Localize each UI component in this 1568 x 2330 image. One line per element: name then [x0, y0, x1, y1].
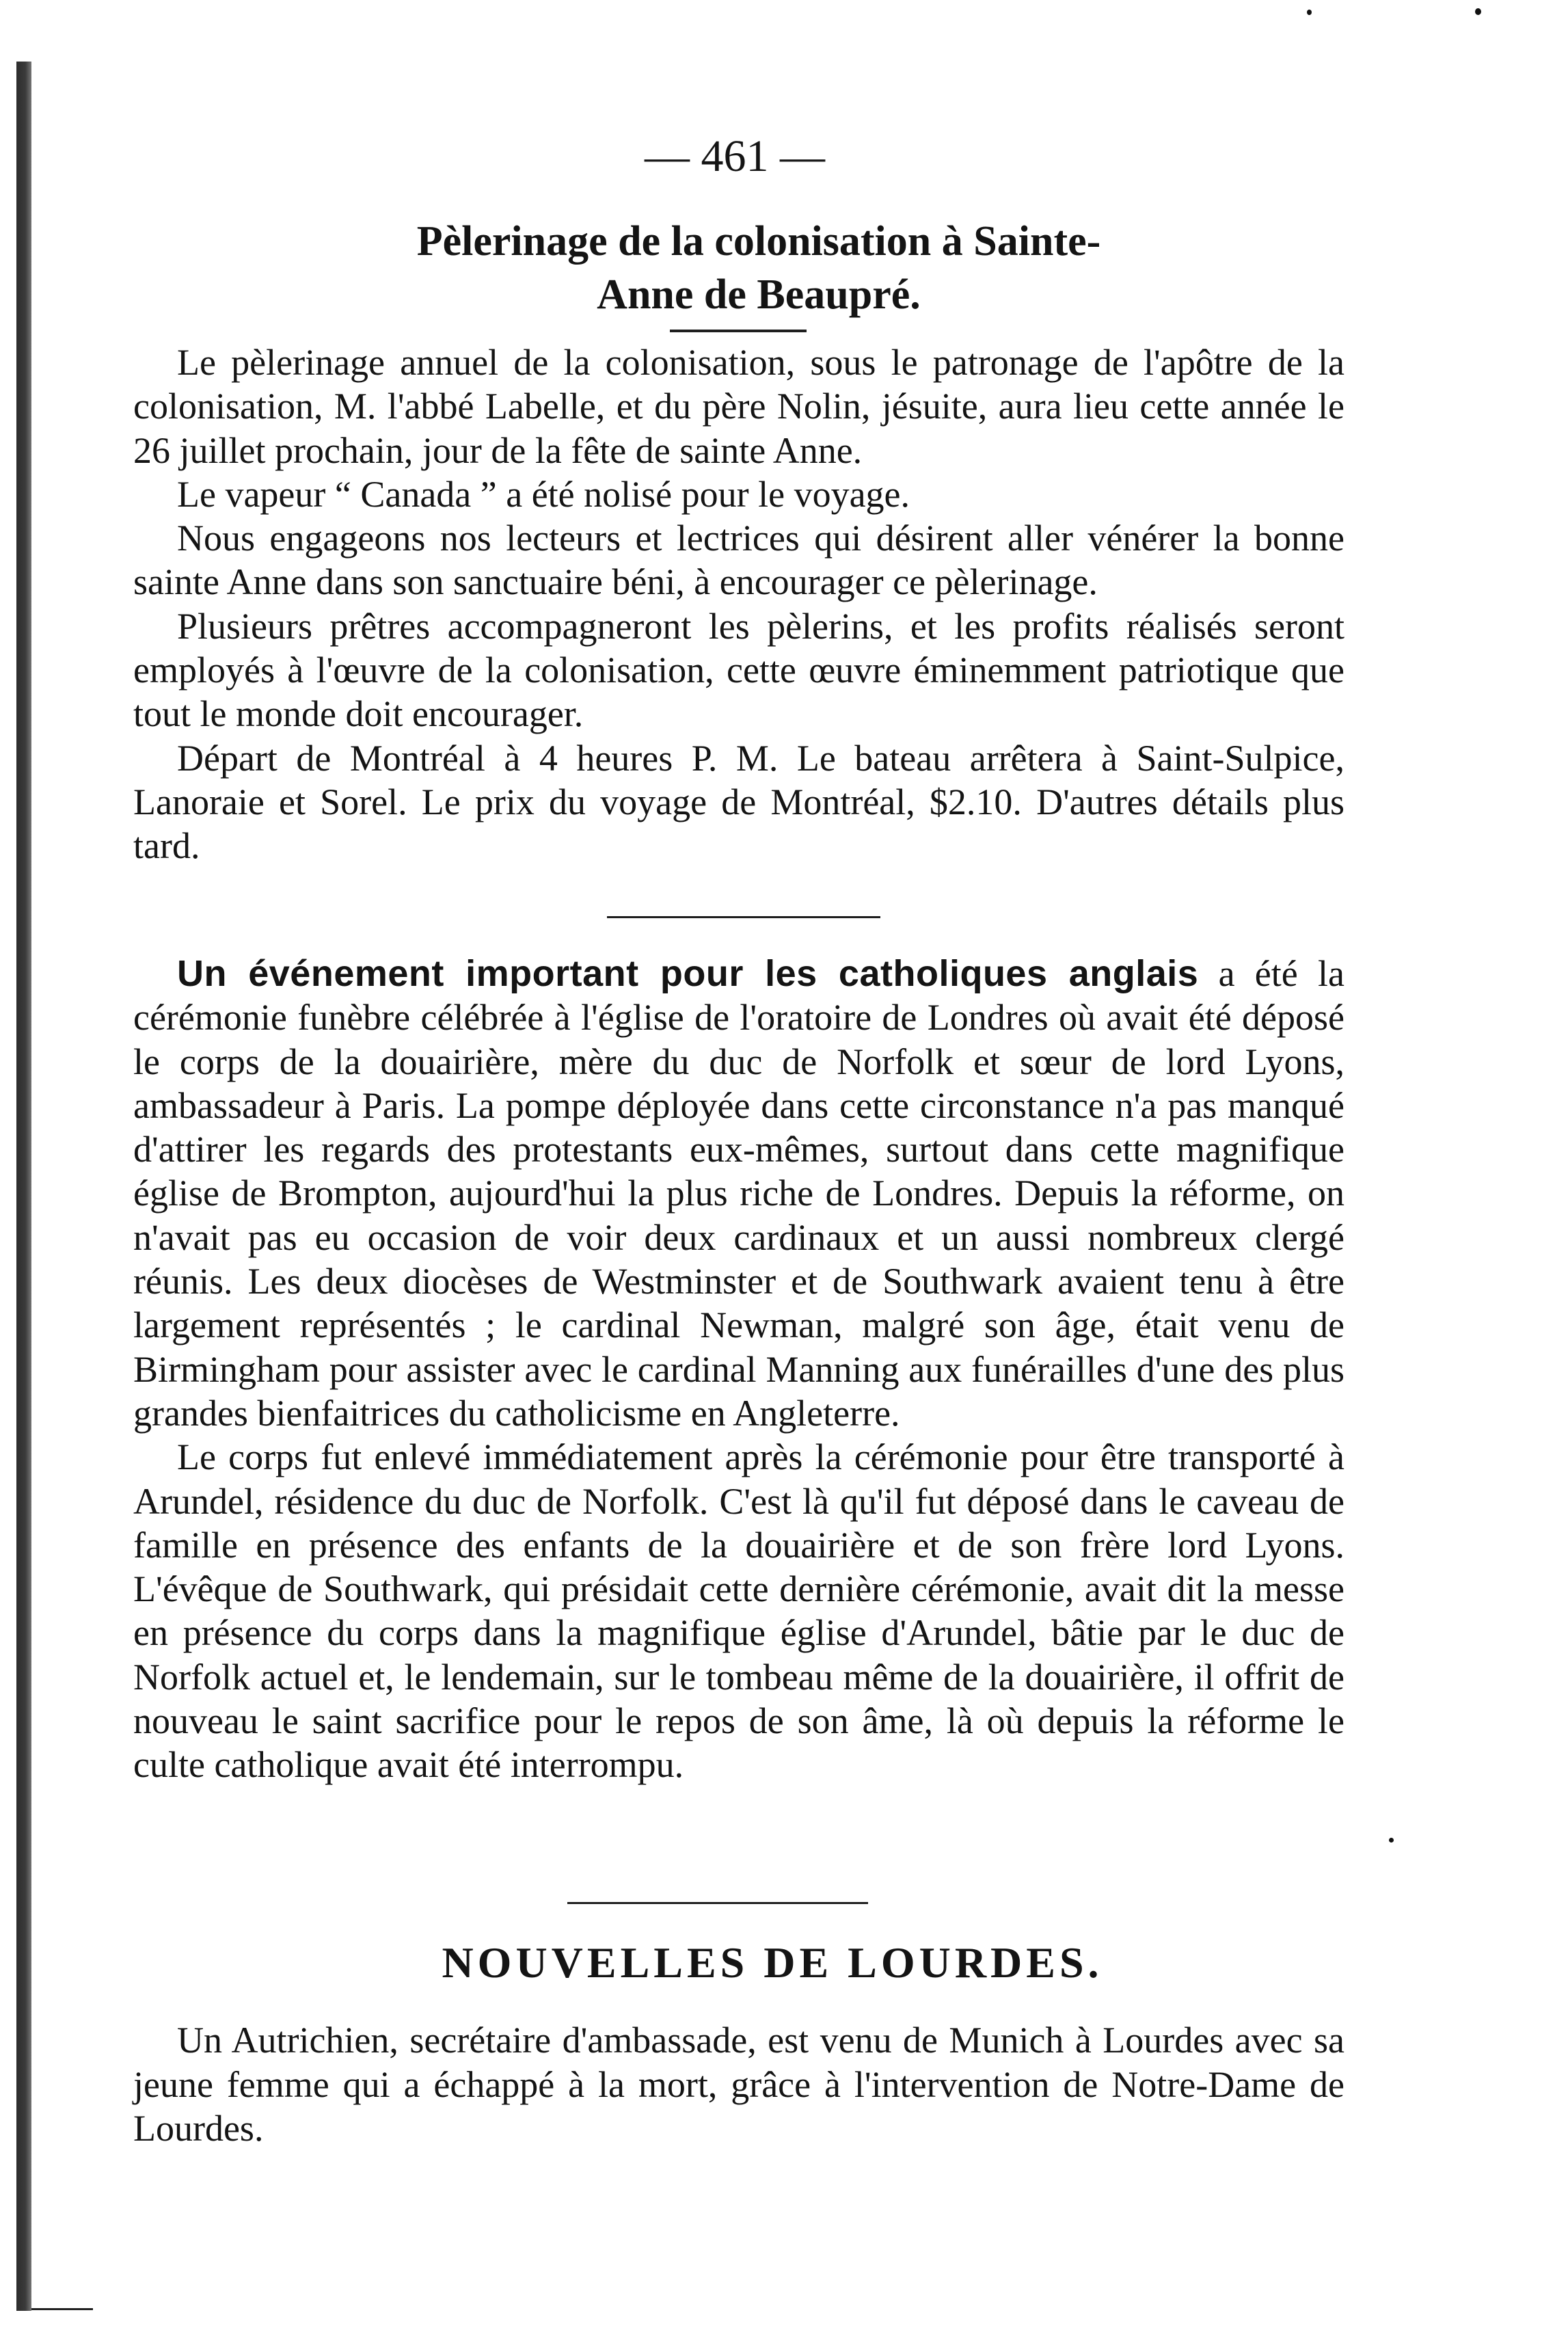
paragraph: Le vapeur “ Canada ” a été nolisé pour le voyage. — [177, 473, 910, 515]
paragraph: Plusieurs prêtres accompagneront les pèlerins, et les profits réalisés seront employés à l'œuvre de la colonisation, cette œuvre éminemment patriotique que tout le monde doit encourager. — [133, 605, 1344, 735]
scan-speck — [1389, 1838, 1394, 1843]
paragraph — [133, 952, 1344, 1435]
article-catholiques-body — [133, 952, 1344, 1787]
scan-speck — [1307, 10, 1312, 15]
paragraph: Le corps fut enlevé immédiatement après la cérémonie pour être transporté à Arundel, résidence du duc de Norfolk. C'est là qu'il fut déposé dans le caveau de famille en présence des enfants de la douairière et de son frère lord Lyons. L'évêque de Southwark, qui présidait cette dernière cérémonie, avait dit la messe en présence du corps dans la magnifique église d'Arundel, bâtie par le duc de Norfolk actuel et, le lendemain, sur le tombeau même de la douairière, il offrit de nouveau le saint sacrifice pour le repos de son âme, là où depuis la réforme le culte catholique avait été interrompu. — [133, 1436, 1344, 1786]
paragraph: Départ de Montréal à 4 heures P. M. Le bateau arrêtera à Saint-Sulpice, Lanoraie et Sorel. Le prix du voyage de Montréal, $2.10. D'autres détails plus tard. — [133, 737, 1344, 867]
article-colonisation-body — [133, 340, 1344, 868]
article-title-line-2: Anne de Beaupré. — [597, 271, 921, 318]
scan-speck — [1475, 8, 1481, 15]
page-corner-mark — [31, 2308, 93, 2310]
article-title-line-1: Pèlerinage de la colonisation à Sainte- — [416, 218, 1101, 265]
article-lourdes-body — [133, 2018, 1344, 2151]
paragraph: Un Autrichien, secrétaire d'ambassade, est venu de Munich à Lourdes avec sa jeune femme qui a échappé à la mort, grâce à l'intervention de Notre-Dame de Lourdes. — [133, 2020, 1344, 2149]
lead-phrase: Un événement important pour les catholiques anglais — [177, 953, 1199, 994]
section-rule — [567, 1902, 868, 1904]
page-number: — 461 — — [645, 131, 825, 181]
paragraph: Le pèlerinage annuel de la colonisation, sous le patronage de l'apôtre de la colonisation, M. l'abbé Labelle, et du père Nolin, jésuite, aura lieu cette année le 26 juillet prochain, jour de la fête de sainte Anne. — [133, 342, 1344, 471]
section-rule — [607, 916, 880, 918]
paragraph: Nous engageons nos lecteurs et lectrices qui désirent aller vénérer la bonne sainte Anne dans son sanctuaire béni, à encourager ce pèlerinage. — [133, 518, 1344, 603]
section-heading: NOUVELLES DE LOURDES. — [442, 1938, 1103, 1987]
page-margin-shadow — [16, 62, 31, 2311]
paragraph-text: a été la cérémonie funèbre célébrée à l'église de l'oratoire de Londres où avait été déposé le corps de la douairière, mère du duc de Norfolk et sœur de lord Lyons, ambassadeur à Paris. La pompe déployée dans cette circonstance n'a pas manqué d'attirer les regards des protestants eux-mêmes, surtout dans cette magnifique église de Brompton, aujourd'hui la plus riche de Londres. Depuis la réforme, on n'avait pas eu occasion de voir deux cardinaux et un aussi nombreux clergé réunis. Les deux diocèses de Westminster et de Southwark avaient tenu à être largement représentés ; le cardinal Newman, malgré son âge, était venu de Birmingham pour assister avec le cardinal Manning aux funérailles d'une des plus grandes bienfaitrices du catholicisme en Angleterre. — [133, 953, 1344, 1434]
title-rule — [670, 330, 807, 332]
